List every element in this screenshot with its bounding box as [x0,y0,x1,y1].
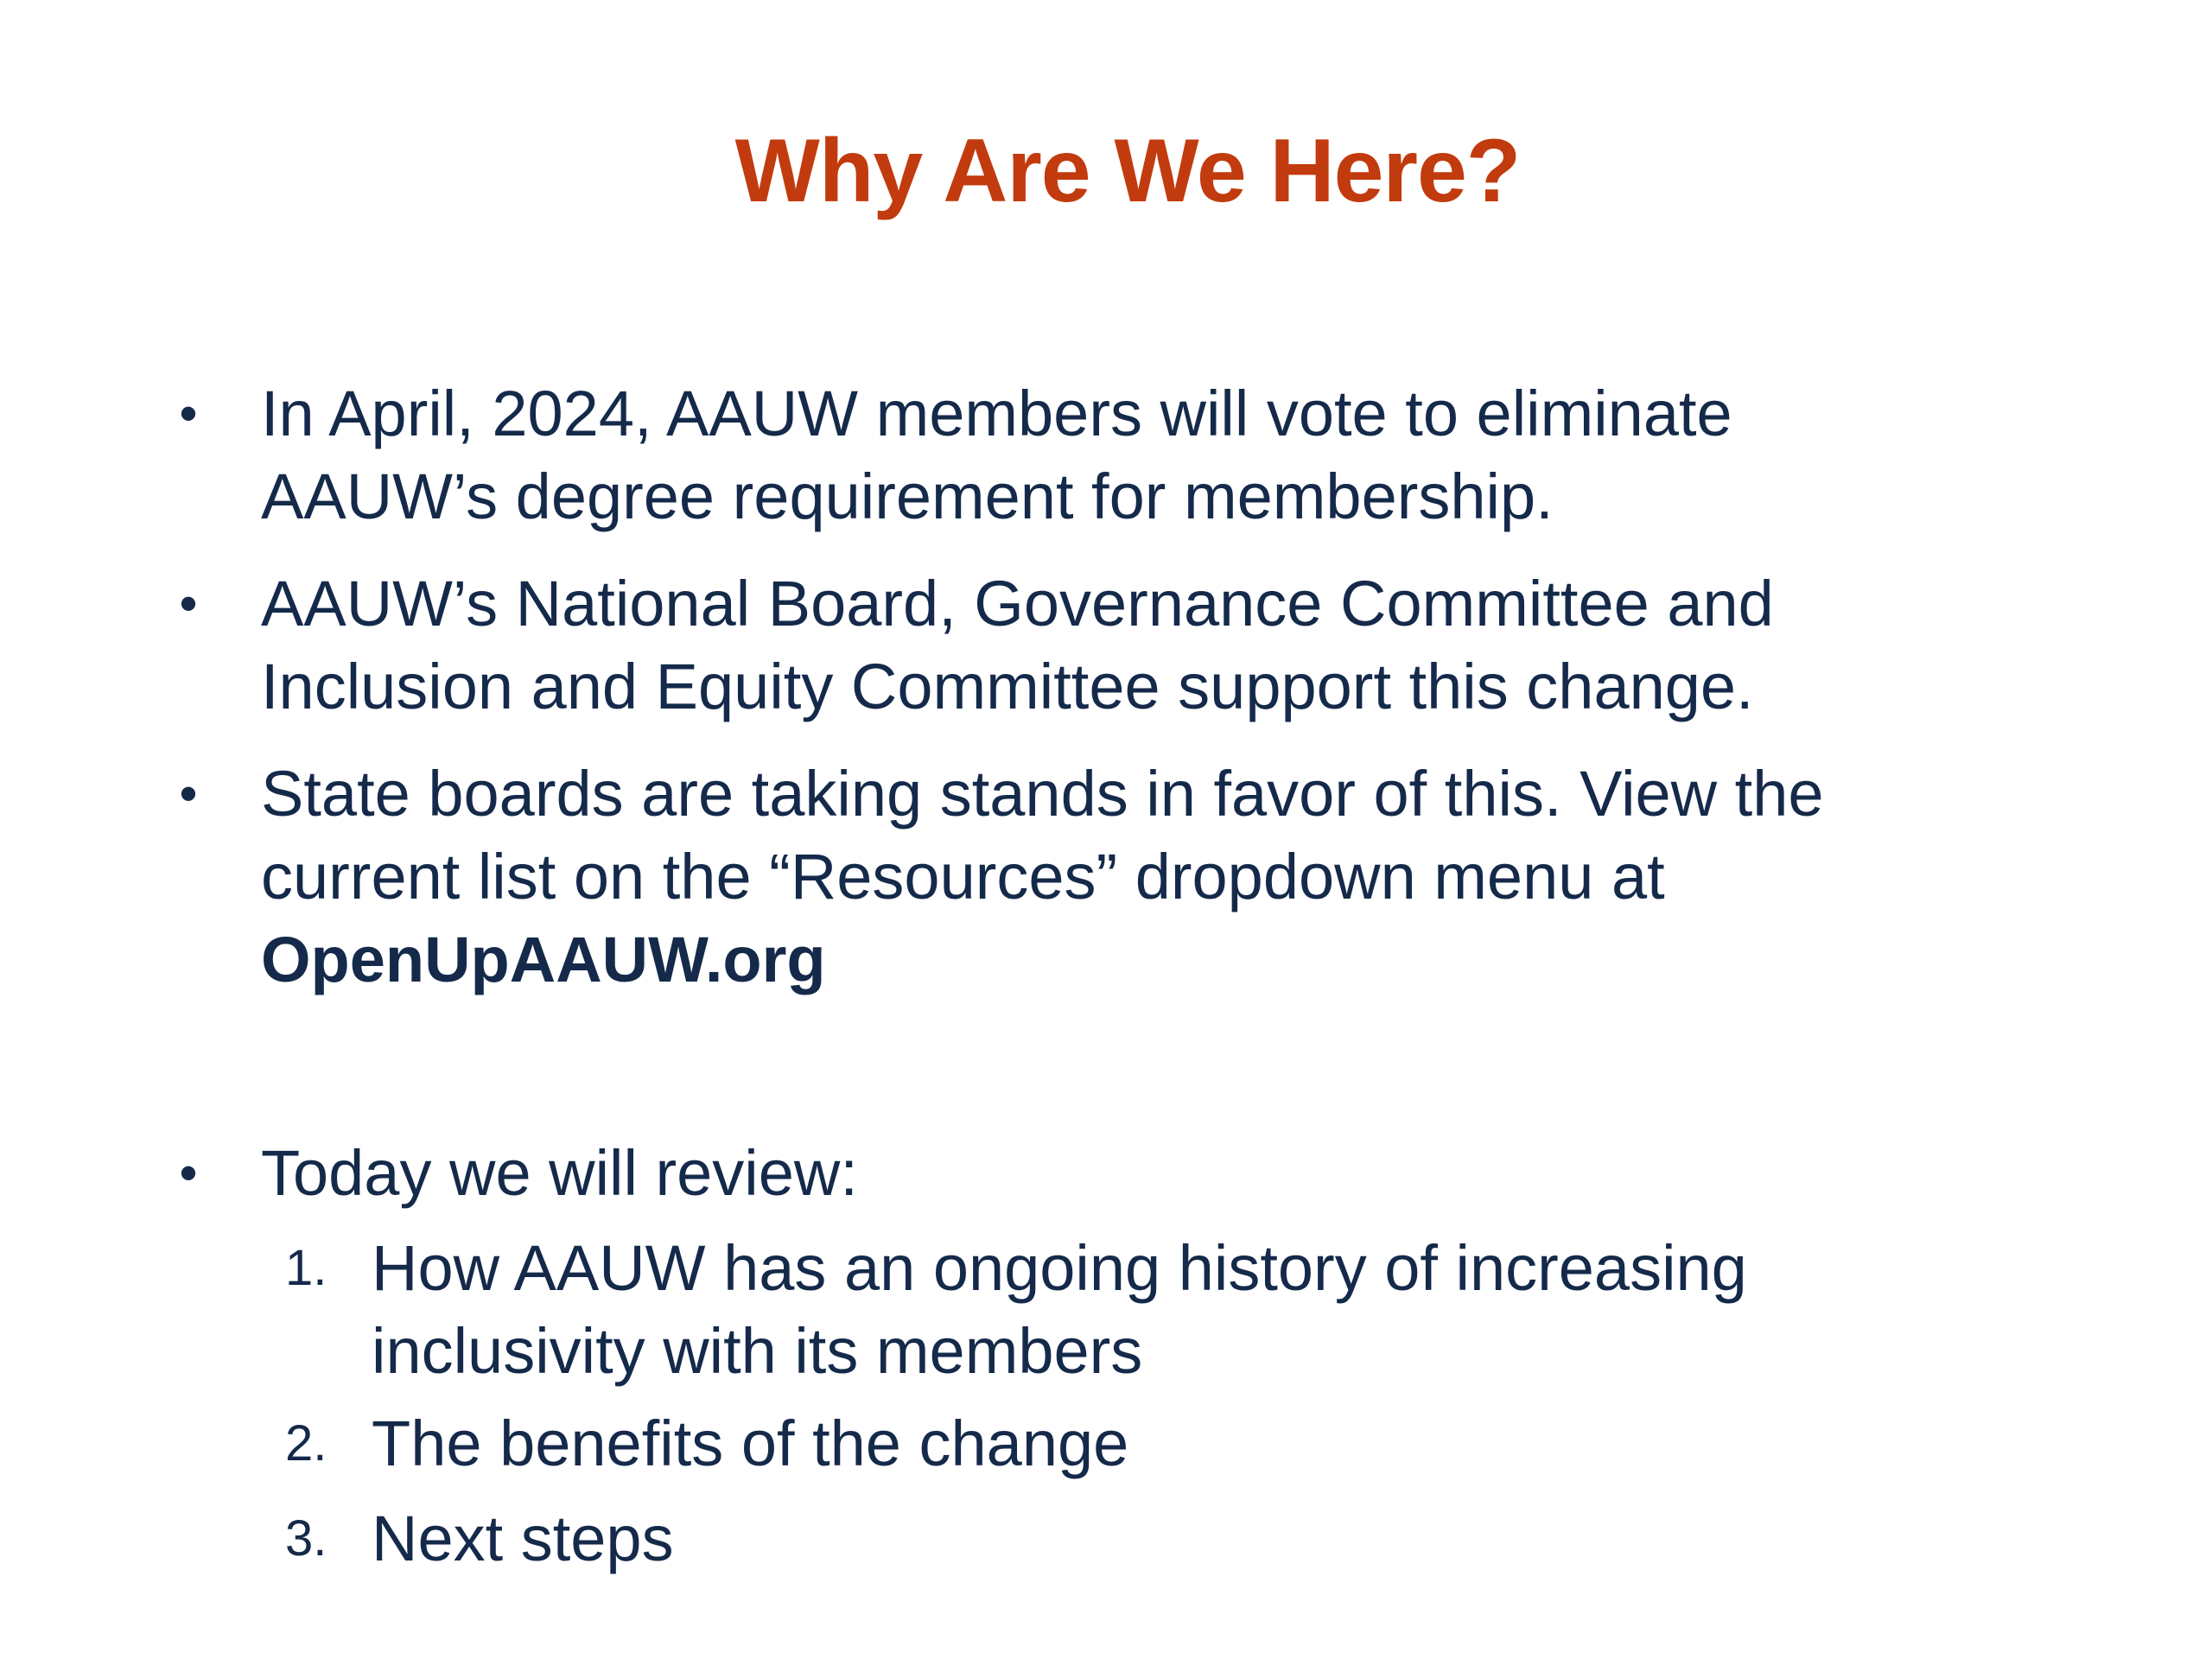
review-line: Next steps [372,1503,674,1574]
bullet-line: AAUW’s degree requirement for membership. [261,461,1554,532]
bullet-line: current list on the “Resources” dropdown menu at [261,841,1665,912]
bullet-text [261,563,2075,728]
bullet-line: Inclusion and Equity Committee support this change. [261,651,1754,722]
bullet-icon: • [179,385,198,442]
review-line: inclusivity with its members [372,1315,1143,1387]
list-number: 2. [285,1415,327,1471]
review-item-text [372,1227,2100,1393]
review-line: How AAUW has an ongoing history of increasing [372,1232,1747,1304]
bullet-icon: • [179,575,198,632]
bullet-icon: • [179,765,198,823]
list-number: 1. [285,1240,327,1296]
bullet-icon: • [179,1144,198,1202]
bullet-line: AAUW’s National Board, Governance Committee and [261,568,1774,639]
review-item-text [372,1402,2100,1485]
review-line: The benefits of the change [372,1408,1129,1479]
list-number: 3. [285,1510,327,1567]
bullet-text [261,372,2075,538]
bullet-text [261,1132,2075,1215]
bullet-line: In April, 2024, AAUW members will vote to eliminate [261,378,1732,449]
openupaauw-link[interactable]: OpenUpAAUW.org [261,924,826,995]
bullet-text [261,753,2075,1001]
bullet-line: Today we will review: [261,1137,858,1209]
slide-title: Why Are We Here? [734,121,1521,221]
review-item-text [372,1497,2100,1580]
bullet-line: State boards are taking stands in favor of this. View the [261,758,1824,830]
